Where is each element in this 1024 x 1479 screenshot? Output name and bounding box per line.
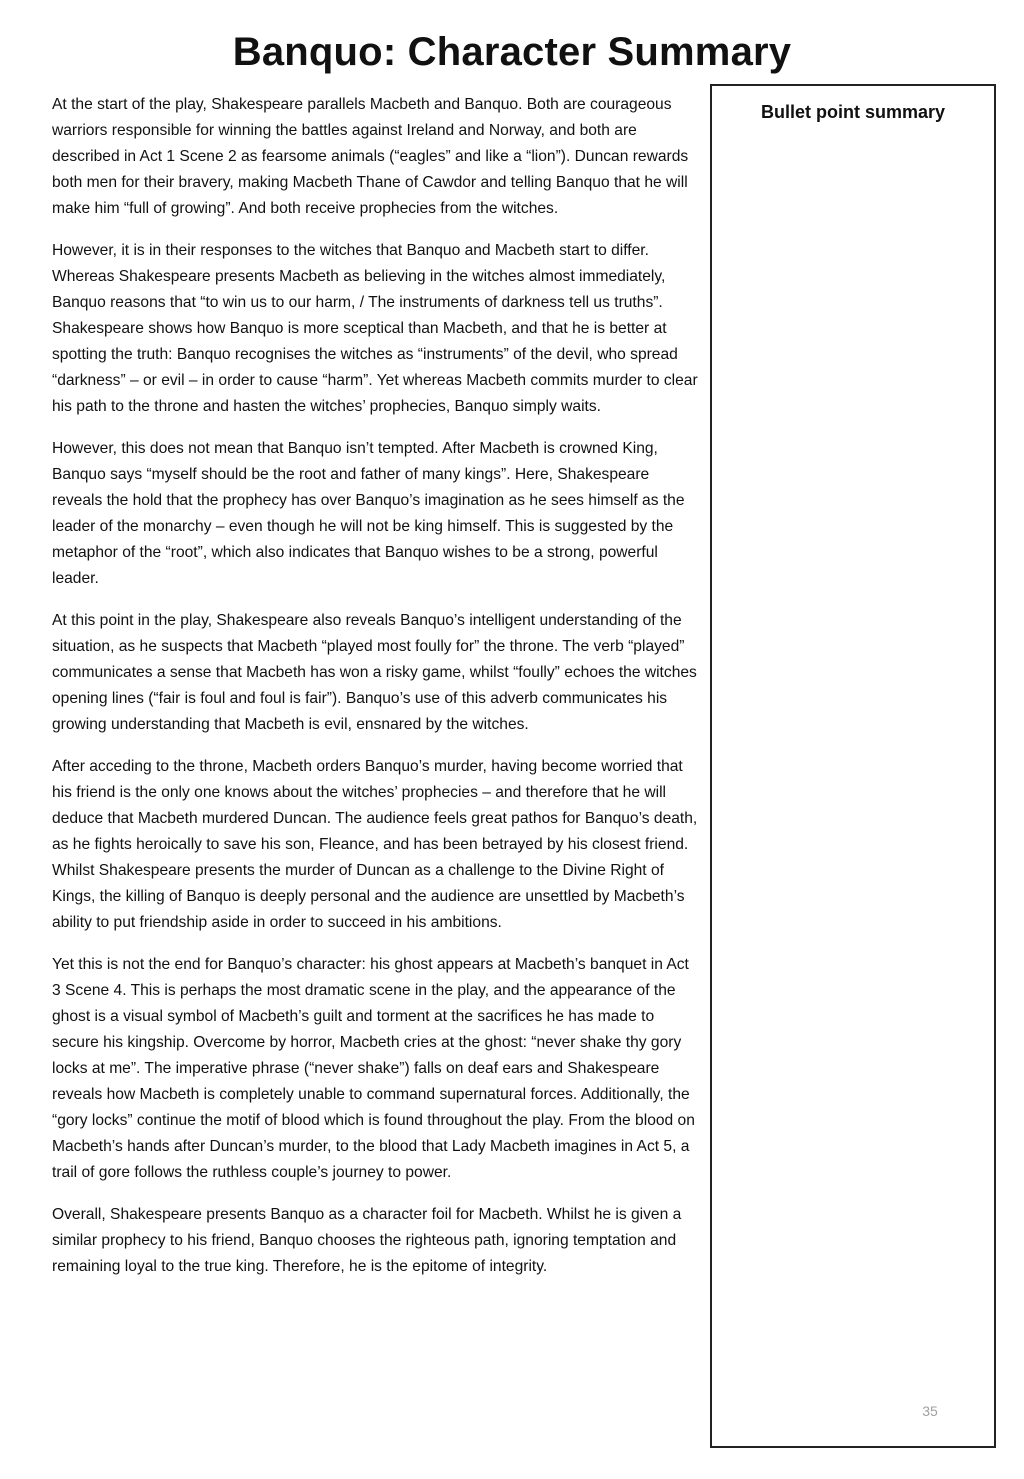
paragraph-6: Yet this is not the end for Banquo’s character: his ghost appears at Macbeth’s banquet in Act 3 Scene 4. This is perhaps the most dramatic scene in the play, and the appearance of the ghost is a visual symbol of Macbeth’s guilt and torment at the sacrifices he has made to secure his kingship. Overcome by horror, Macbeth cries at the ghost: “never shake thy gory locks at me”. The imperative phrase (“never shake”) falls on deaf ears and Shakespeare reveals how Macbeth is completely unable to command supernatural forces. Additionally, the “gory locks” continue the motif of blood which is found throughout the play. From the blood on Macbeth’s hands after Duncan’s murder, to the blood that Lady Macbeth imagines in Act 5, a trail of gore follows the ruthless couple’s journey to power.	[52, 956, 695, 1181]
page-title: Banquo: Character Summary	[232, 30, 792, 74]
paragraph-3: However, this does not mean that Banquo isn’t tempted. After Macbeth is crowned King, Banquo says “myself should be the root and father of many kings”. Here, Shakespeare reveals the hold that the prophecy has over Banquo’s imagination as he sees himself as the leader of the monarchy – even though he will not be king himself. This is suggested by the metaphor of the “root”, which also indicates that Banquo wishes to be a strong, powerful leader.	[52, 440, 685, 587]
paragraph-1: At the start of the play, Shakespeare parallels Macbeth and Banquo. Both are courageous warriors responsible for winning the battles against Ireland and Norway, and both are described in Act 1 Scene 2 as fearsome animals (“eagles” and like a “lion”). Duncan rewards both men for their bravery, making Macbeth Thane of Cawdor and telling Banquo that he will make him “full of growing”. And both receive prophecies from the witches.	[52, 96, 689, 217]
paragraph-2: However, it is in their responses to the witches that Banquo and Macbeth start to differ. Whereas Shakespeare presents Macbeth as believing in the witches almost immediately, Banquo reasons that “to win us to our harm, / The instruments of darkness tell us truths”. Shakespeare shows how Banquo is more sceptical than Macbeth, and that he is better at spotting the truth: Banquo recognises the witches as “instruments” of the devil, who spread “darkness” – or evil – in order to cause “harm”. Yet whereas Macbeth commits murder to clear his path to the throne and hasten the witches’ prophecies, Banquo simply waits.	[52, 242, 698, 415]
page-number: 35	[922, 1403, 938, 1419]
body-text	[52, 92, 700, 1296]
paragraph-5: After acceding to the throne, Macbeth orders Banquo’s murder, having become worried that his friend is the only one knows about the witches’ prophecies – and therefore that he will deduce that Macbeth murdered Duncan. The audience feels great pathos for Banquo’s death, as he fights heroically to save his son, Fleance, and has been betrayed by his closest friend. Whilst Shakespeare presents the murder of Duncan as a challenge to the Divine Right of Kings, the killing of Banquo is deeply personal and the audience are unsettled by Macbeth’s ability to put friendship aside in order to succeed in his ambitions.	[52, 758, 698, 931]
paragraph-4: At this point in the play, Shakespeare also reveals Banquo’s intelligent understanding of the situation, as he suspects that Macbeth “played most foully for” the throne. The verb “played” communicates a sense that Macbeth has won a risky game, whilst “foully” echoes the witches opening lines (“fair is foul and foul is fair”). Banquo’s use of this adverb communicates his growing understanding that Macbeth is evil, ensnared by the witches.	[52, 612, 697, 733]
bullet-summary-box	[710, 84, 996, 1448]
bullet-summary-heading: Bullet point summary	[760, 102, 946, 122]
paragraph-7: Overall, Shakespeare presents Banquo as a character foil for Macbeth. Whilst he is given a similar prophecy to his friend, Banquo chooses the righteous path, ignoring temptation and remaining loyal to the true king. Therefore, he is the epitome of integrity.	[52, 1206, 682, 1275]
